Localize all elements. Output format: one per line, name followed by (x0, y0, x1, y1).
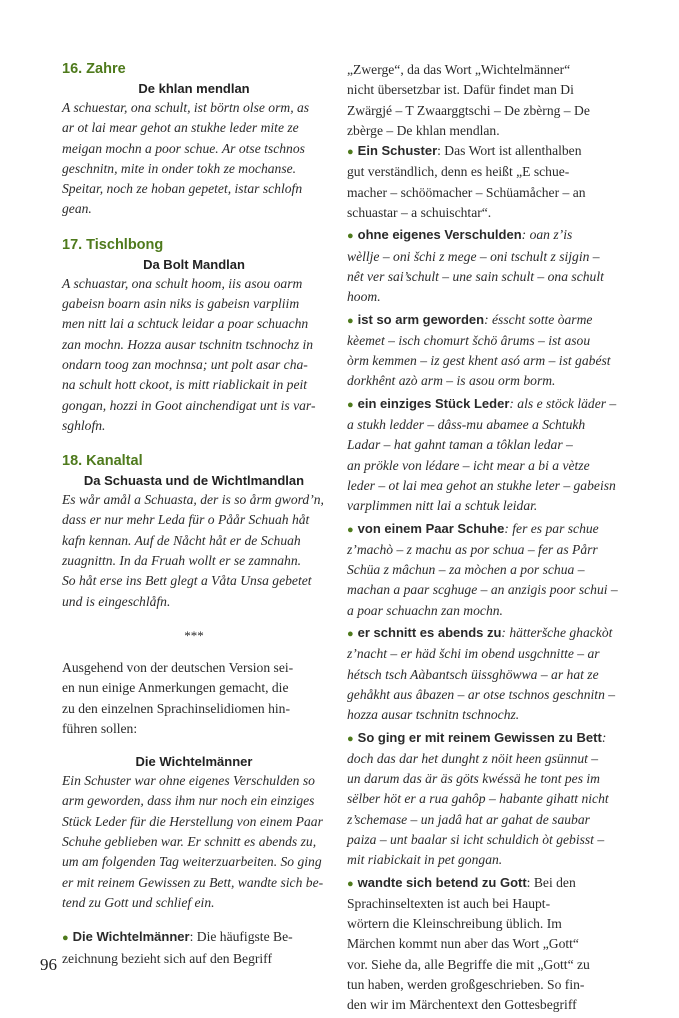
bullet-icon: ● (347, 230, 354, 243)
note-line: z’nacht – er häd šchi im obend usgchnitte – ar (347, 646, 600, 662)
note-entry: ● ist so arm geworden: ésscht sotte òarme kèemet – isch chomurt šchö ârums – ist asou òrm kemmen – iz gest khent asó arm – ist gabést dorkhênt azò arm – is asou orm borm. (347, 310, 615, 392)
intro-paragraph: Ausgehend von der deutschen Version sei- en nun einige Anmerkungen gemacht, die zu den einzelnen Sprachinselidiomen hin- führen sollen: (62, 659, 294, 736)
note-keyword: ein einziges Stück Leder (357, 395, 510, 411)
note-line: nêt ver sai’schult – une sain schult – ona schult (347, 268, 604, 284)
note-entry: ● von einem Paar Schuhe: fer es par schue z’machò – z machu as por schua – fer as Pårr Schüa z mâchun – za mòchen a por schua – machan a paar scghuge – an anzigis poor schui – a poar schuachn zan mochn. (347, 519, 615, 621)
note-keyword: So ging er mit reinem Gewissen zu Bett (357, 729, 602, 745)
note-entries (347, 141, 618, 1015)
section-text-18: Es wår amål a Schuasta, der is so årm gword’n, dass er nur mehr Leda für o Påår Schuah håt kafn kennan. Auf de Nåcht håt er de Schuah zuagnittn. In da Fruah wollt er se zamnahn. So håt erse ins Bett glegt a Våta Unsa gebetet und is eingeschlåfn. (62, 492, 324, 609)
note-line: mit riabickait in pet gongan. (347, 852, 503, 868)
section-text-16: A schuestar, ona schult, ist börtn olse orm, as ar ot lai mear gehot an stukhe leder mite ze meigan mochn a poor schue. Ar otse tschnos geschnitn, mite in onder tokh ze mochanse. Speitar, noch ze hoban gepetet, istar schlofn gean. (62, 100, 310, 217)
right-column (347, 60, 618, 1018)
note-entry: ● So ging er mit reinem Gewissen zu Bett: doch das dar het dunght z nöit heen gsünnut – un darum das är äs göts kwéssä he tont pes im sëlber höt er a rua gahôp – habante gihatt nicht z’schemase – un jadâ hat ar gahat de saubar paiza – unt baalar si icht schuldich òt gebisst – mit riabickait in pet gongan. (347, 728, 615, 871)
section-heading-18: 18. Kanaltal (62, 453, 143, 470)
note-line: wörtern die Kleinschreibung üblich. Im (347, 916, 562, 932)
bullet-icon: ● (347, 398, 354, 411)
bullet-icon: ● (347, 314, 354, 327)
bullet-icon: ● (347, 732, 354, 745)
note-line: macher – schöömacher – Schüamåcher – an (347, 184, 586, 200)
note-line: z’schemase – un jadâ hat ar gahat de saubar (347, 811, 590, 827)
note-keyword: ist so arm geworden (357, 311, 485, 327)
section-subheading-17: Da Bolt Mandlan (143, 256, 245, 272)
note-line: gehåkht aus âbazen – ar otse tschnos geschnitn – (347, 686, 616, 702)
note-line: sëlber höt er a rua gahôp – habante gihatt nicht (347, 791, 609, 807)
note-line: Märchen kommt nun aber das Wort „Gott“ (347, 936, 579, 952)
section-heading-16: 16. Zahre (62, 61, 126, 77)
note-entry: ● er schnitt es abends zu: hätteršche ghackòt z’nacht – er häd šchi im obend usgchnitte – ar hétsch tsch Aàbantsch üissghöwwa – ar hat ze gehåkht aus âbazen – ar otse tschnos geschnitn – hozza ausar tschnitn tschnochz. (347, 623, 615, 725)
note-line: machan a paar scghuge – an anzigis poor schui – (347, 582, 618, 598)
bullet-icon: ● (62, 932, 69, 945)
note-line: den wir im Märchentext den Gottesbegriff (347, 997, 577, 1013)
note-line: Schüa z mâchun – za mòchen a por schua – (347, 562, 585, 578)
note-line: un darum das är äs göts kwéssä he tont pes im (347, 771, 600, 787)
note-line: schuastar – a schuischtar“. (347, 205, 492, 221)
bullet-icon: ● (347, 628, 354, 641)
note-keyword: wandte sich betend zu Gott (357, 874, 527, 890)
note-entry: ● Ein Schuster: Das Wort ist allenthalben gut verständlich, denn es heißt „E schue- macher – schöömacher – Schüamåcher – an schuastar – a schuischtar“. (347, 141, 615, 223)
bullet-icon: ● (347, 877, 354, 890)
note-keyword: Ein Schuster (357, 143, 438, 159)
note-entry-wichtelmaenner: ● Die Wichtelmänner: Die häufigste Be- zeichnung bezieht sich auf den Begriff (62, 929, 293, 966)
section-text-17: A schuastar, ona schult hoom, iis asou oarm gabeisn boarn asin niks is gabeisn varpliim men nitt lai a schtuck leidar a poar schuachn zan mochn. Hozza ausar tschnitn tschnochz in ondarn toog zan mochnsa; unt polt asar cha- na schult hott ckoot, is mitt riablickait in peit gongan, hozzi in Goot ainchendigat unt is var- sghlofn. (62, 275, 316, 433)
note-line: tun haben, werden großgeschrieben. So fin- (347, 977, 585, 993)
note-line: a stukh ledder – dâss-mu abamee a Schtukh (347, 417, 586, 433)
page-number: 96 (40, 955, 57, 974)
note-line: paiza – unt baalar si icht schuldich òt gebisst – (347, 831, 605, 847)
note-line: z’machò – z machu as por schua – fer as Pårr (347, 541, 598, 557)
note-line: Sprachinseltexten ist auch bei Haupt- (347, 895, 551, 911)
bullet-icon: ● (347, 146, 354, 159)
note-line: kèemet – isch chomurt šchö ârums – ist asou (347, 332, 591, 348)
note-entry: ● wandte sich betend zu Gott: Bei den Sprachinseltexten ist auch bei Haupt- wörtern die Kleinschreibung üblich. Im Märchen kommt nun aber das Wort „Gott“ vor. Siehe da, alle Begriffe die mit „Gott“ zu tun haben, werden großgeschrieben. So fin- den wir im Märchentext den Gottesbegriff (347, 873, 615, 1016)
section-separator: *** (184, 627, 204, 643)
note-line: leder – ot lai mea gehot an stukhe leter – gabeisn (347, 477, 616, 493)
note-line: òrm kemmen – iz gest khent asó arm – ist gabést (347, 353, 611, 369)
note-line: varplimmen nitt lai a schtuk leidar. (347, 498, 538, 514)
wichtelmaenner-text: Ein Schuster war ohne eigenes Verschulden so arm geworden, dass ihm nur noch ein einziges Stück Leder für die Herstellung von einem Paar Schuhe geblieben war. Er schnitt es abends zu, um am folgenden Tag weiterzuarbeiten. So ging er mit reinem Gewissen zu Bett, wandte sich be- tend zu Gott und schlief ein. (62, 773, 324, 910)
note-line: dorkhênt azò arm – is asou orm borm. (347, 373, 556, 389)
wichtelmaenner-heading: Die Wichtelmänner (135, 754, 253, 770)
note-keyword: ohne eigenes Verschulden (357, 227, 522, 243)
left-column (62, 60, 326, 971)
note-line: hétsch tsch Aàbantsch üissghöwwa – ar hat ze (347, 666, 599, 682)
note-line: doch das dar het dunght z nöit heen gsünnut – (347, 750, 599, 766)
note-line: an prökle von lédare – icht mear a bi a vètze (347, 457, 590, 473)
note-entry: ● ein einziges Stück Leder: als e stöck läder – a stukh ledder – dâss-mu abamee a Schtukh Ladar – hat gahnt taman a tôklan ledar – an prökle von lédare – icht mear a bi a vètze leder – ot lai mea gehot an stukhe leter – gabeisn varplimmen nitt lai a schtuk leidar. (347, 394, 615, 517)
bullet-icon: ● (347, 523, 354, 536)
note-line: hozza ausar tschnitn tschnochz. (347, 707, 520, 723)
note-line: hoom. (347, 289, 381, 305)
note-keyword: er schnitt es abends zu (357, 625, 502, 641)
note-line: Ladar – hat gahnt taman a tôklan ledar – (347, 437, 573, 453)
note-entry: ● ohne eigenes Verschulden: oan z’is wèllje – oni šchi z mege – oni tschult z sijgin – nêt ver sai’schult – une sain schult – ona schult hoom. (347, 225, 615, 307)
note-keyword: von einem Paar Schuhe (357, 520, 505, 536)
section-subheading-16: De khlan mendlan (138, 81, 250, 96)
right-top-paragraph: „Zwerge“, da das Wort „Wichtelmänner“ nicht übersetzbar ist. Dafür findet man Di Zwärgjé – T Zwaarggtschi – De zbèrng – De zbèrge – De khlan mendlan. (347, 62, 590, 138)
section-subheading-18: Da Schuasta und de Wichtlmandlan (83, 473, 305, 489)
note-line: a poar schuachn zan mochn. (347, 602, 503, 618)
note-line: vor. Siehe da, alle Begriffe die mit „Gott“ zu (347, 956, 590, 972)
note-line: wèllje – oni šchi z mege – oni tschult z sijgin – (347, 248, 600, 264)
section-heading-17: 17. Tischlbong (62, 236, 164, 253)
note-line: gut verständlich, denn es heißt „E schue- (347, 164, 570, 180)
